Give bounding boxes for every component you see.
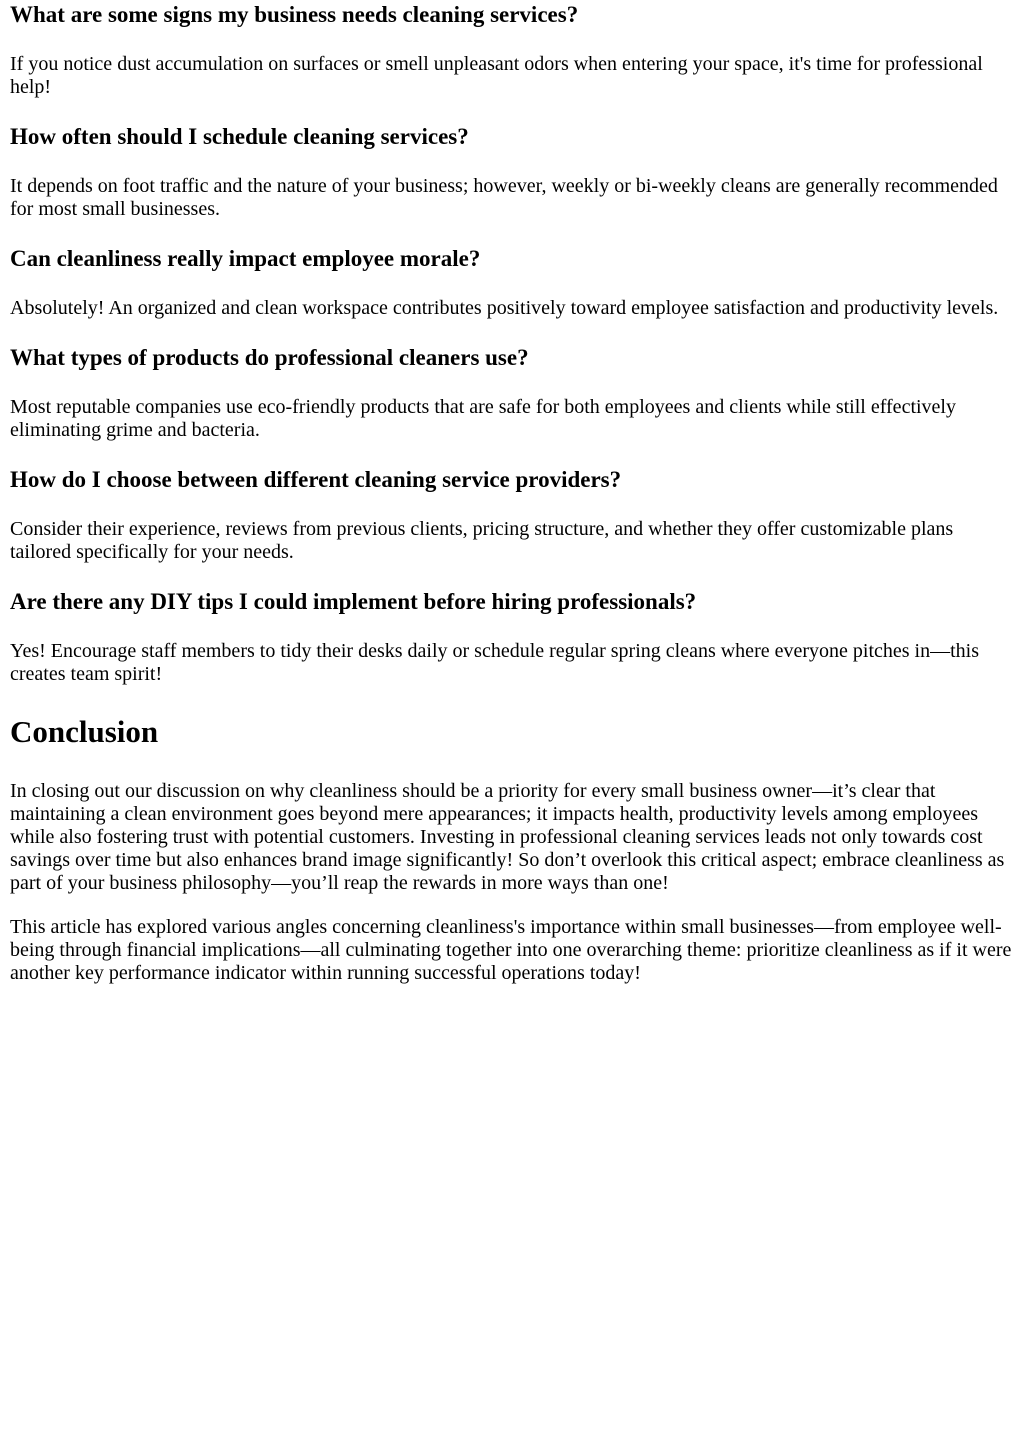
faq-item-signs (10, 2, 1014, 99)
faq-item-diy-tips (10, 589, 1014, 686)
faq-question: How often should I schedule cleaning services? (10, 124, 469, 149)
conclusion-heading: Conclusion (10, 714, 159, 749)
faq-question: Are there any DIY tips I could implement before hiring professionals? (10, 589, 697, 614)
faq-answer: Most reputable companies use eco-friendly products that are safe for both employees and clients while still effectively eliminating grime and bacteria. (10, 396, 956, 441)
faq-question: How do I choose between different cleaning service providers? (10, 467, 622, 492)
faq-question: What are some signs my business needs cleaning services? (10, 2, 579, 27)
faq-item-schedule (10, 124, 1014, 221)
conclusion-section (10, 714, 1014, 985)
article-content (0, 2, 1024, 985)
faq-answer: Yes! Encourage staff members to tidy their desks daily or schedule regular spring cleans where everyone pitches in—this creates team spirit! (10, 640, 979, 685)
faq-question: What types of products do professional cleaners use? (10, 345, 529, 370)
faq-item-morale (10, 246, 1014, 320)
faq-item-providers (10, 467, 1014, 564)
faq-answer: It depends on foot traffic and the nature of your business; however, weekly or bi-weekly cleans are generally recommended for most small businesses. (10, 175, 998, 220)
faq-answer: Absolutely! An organized and clean workspace contributes positively toward employee satisfaction and productivity levels. (10, 297, 999, 319)
faq-answer: If you notice dust accumulation on surfaces or smell unpleasant odors when entering your space, it's time for professional help! (10, 53, 983, 98)
faq-item-products (10, 345, 1014, 442)
faq-question: Can cleanliness really impact employee morale? (10, 246, 481, 271)
conclusion-paragraph: In closing out our discussion on why cleanliness should be a priority for every small business owner—it’s clear that maintaining a clean environment goes beyond mere appearances; it impacts health, productivity levels among employees while also fostering trust with potential customers. Investing in professional cleaning services leads not only towards cost savings over time but also enhances brand image significantly! So don’t overlook this critical aspect; embrace cleanliness as part of your business philosophy—you’ll reap the rewards in more ways than one! (10, 780, 1005, 894)
conclusion-paragraph: This article has explored various angles concerning cleanliness's importance within small businesses—from employee well-being through financial implications—all culminating together into one overarching theme: prioritize cleanliness as if it were another key performance indicator within running successful operations today! (10, 916, 1012, 984)
faq-answer: Consider their experience, reviews from previous clients, pricing structure, and whether they offer customizable plans tailored specifically for your needs. (10, 518, 954, 563)
